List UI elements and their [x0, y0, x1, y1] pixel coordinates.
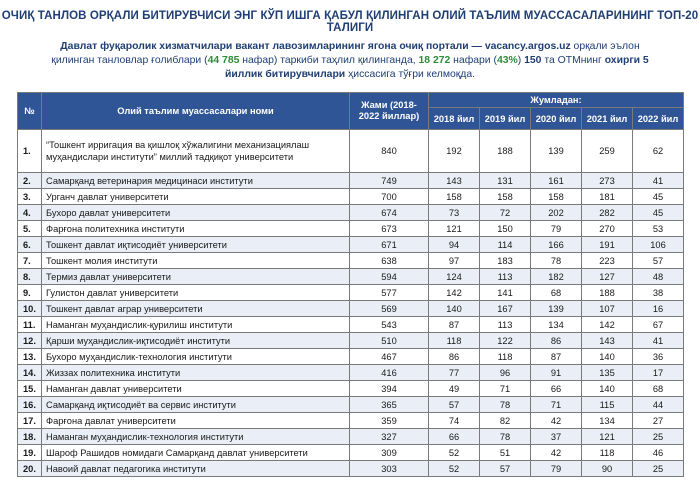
total-cell: 510: [350, 333, 429, 349]
year-2018-cell: 121: [429, 221, 480, 237]
year-2020-cell: 42: [531, 445, 582, 461]
page-title: ОЧИҚ ТАНЛОВ ОРҚАЛИ БИТИРУВЧИСИ ЭНГ КЎП ИШГА ҚАБУЛ ҚИЛИНГАН ОЛИЙ ТАЪЛИМ МУАССАСАЛАРИНИНГ ТОП-20 ТАЛИГИ: [1, 10, 699, 34]
year-2022-cell: 62: [633, 130, 684, 173]
year-2020-cell: 86: [531, 333, 582, 349]
university-name: Жиззах политехника институти: [42, 365, 350, 381]
year-2022-cell: 68: [633, 381, 684, 397]
year-2020-cell: 134: [531, 317, 582, 333]
table-row: [18, 130, 684, 173]
total-cell: 671: [350, 237, 429, 253]
header-name: Олий таълим муассасалари номи: [42, 93, 350, 130]
year-2021-cell: 118: [582, 445, 633, 461]
total-cell: 840: [350, 130, 429, 173]
year-2018-cell: 118: [429, 333, 480, 349]
graduates-count: 18 272: [418, 55, 451, 66]
year-2022-cell: 16: [633, 301, 684, 317]
year-2018-cell: 94: [429, 237, 480, 253]
university-name: Фарғона политехника институти: [42, 221, 350, 237]
total-cell: 416: [350, 365, 429, 381]
year-2022-cell: 38: [633, 285, 684, 301]
year-2019-cell: 113: [480, 317, 531, 333]
year-2020-cell: 166: [531, 237, 582, 253]
year-2020-cell: 79: [531, 221, 582, 237]
year-2018-cell: 52: [429, 445, 480, 461]
row-number: 12.: [18, 333, 42, 349]
year-2021-cell: 90: [582, 461, 633, 477]
total-cell: 394: [350, 381, 429, 397]
university-name: Наманган муҳандислик-технология институти: [42, 429, 350, 445]
table-row: [18, 253, 684, 269]
year-2022-cell: 53: [633, 221, 684, 237]
university-name: Самарқанд ветеринария медицинаси институти: [42, 173, 350, 189]
total-cell: 673: [350, 221, 429, 237]
year-2022-cell: 41: [633, 333, 684, 349]
year-2018-cell: 143: [429, 173, 480, 189]
year-2019-cell: 167: [480, 301, 531, 317]
year-2021-cell: 115: [582, 397, 633, 413]
total-cell: 749: [350, 173, 429, 189]
year-2020-cell: 161: [531, 173, 582, 189]
table-row: [18, 317, 684, 333]
row-number: 8.: [18, 269, 42, 285]
year-2019-cell: 78: [480, 429, 531, 445]
year-2019-cell: 78: [480, 397, 531, 413]
year-2022-cell: 57: [633, 253, 684, 269]
year-2020-cell: 42: [531, 413, 582, 429]
summary-text-3: нафар) таркиби таҳлил қилинганда,: [239, 55, 419, 66]
year-2022-cell: 67: [633, 317, 684, 333]
total-cell: 467: [350, 349, 429, 365]
year-2022-cell: 45: [633, 205, 684, 221]
year-2018-cell: 73: [429, 205, 480, 221]
year-2021-cell: 270: [582, 221, 633, 237]
table-row: [18, 285, 684, 301]
year-2020-cell: 37: [531, 429, 582, 445]
year-2021-cell: 282: [582, 205, 633, 221]
header-year-2020: 2020 йил: [531, 108, 582, 130]
year-2021-cell: 107: [582, 301, 633, 317]
table-row: [18, 333, 684, 349]
table-body: [18, 130, 684, 477]
summary-text-1: Давлат фуқаролик хизматчилари вакант лавозимларининг ягона очиқ портали —: [60, 41, 485, 52]
year-2021-cell: 259: [582, 130, 633, 173]
university-name: Термиз давлат университети: [42, 269, 350, 285]
total-cell: 303: [350, 461, 429, 477]
year-2018-cell: 87: [429, 317, 480, 333]
total-cell: 359: [350, 413, 429, 429]
table-row: [18, 237, 684, 253]
year-2021-cell: 127: [582, 269, 633, 285]
row-number: 16.: [18, 397, 42, 413]
year-2021-cell: 188: [582, 285, 633, 301]
year-2021-cell: 142: [582, 317, 633, 333]
year-2020-cell: 158: [531, 189, 582, 205]
portal-link[interactable]: vacancy.argos.uz: [484, 41, 571, 52]
row-number: 9.: [18, 285, 42, 301]
year-2018-cell: 74: [429, 413, 480, 429]
row-number: 11.: [18, 317, 42, 333]
year-2022-cell: 46: [633, 445, 684, 461]
year-2021-cell: 191: [582, 237, 633, 253]
table-row: [18, 445, 684, 461]
row-number: 19.: [18, 445, 42, 461]
year-2019-cell: 131: [480, 173, 531, 189]
total-cell: 577: [350, 285, 429, 301]
row-number: 7.: [18, 253, 42, 269]
year-2022-cell: 36: [633, 349, 684, 365]
year-2019-cell: 150: [480, 221, 531, 237]
year-2018-cell: 86: [429, 349, 480, 365]
year-2019-cell: 96: [480, 365, 531, 381]
year-2022-cell: 48: [633, 269, 684, 285]
table-row: [18, 397, 684, 413]
year-2021-cell: 121: [582, 429, 633, 445]
year-2019-cell: 57: [480, 461, 531, 477]
row-number: 14.: [18, 365, 42, 381]
year-2020-cell: 68: [531, 285, 582, 301]
total-cell: 674: [350, 205, 429, 221]
year-2018-cell: 192: [429, 130, 480, 173]
table-row: [18, 301, 684, 317]
header-year-2021: 2021 йил: [582, 108, 633, 130]
year-2020-cell: 66: [531, 381, 582, 397]
table-row: [18, 381, 684, 397]
header-year-2019: 2019 йил: [480, 108, 531, 130]
summary-text-5: ): [517, 55, 525, 66]
year-2018-cell: 77: [429, 365, 480, 381]
row-number: 3.: [18, 189, 42, 205]
year-2020-cell: 91: [531, 365, 582, 381]
table-header-row: [18, 93, 684, 108]
row-number: 10.: [18, 301, 42, 317]
year-2020-cell: 87: [531, 349, 582, 365]
total-cell: 543: [350, 317, 429, 333]
year-2022-cell: 45: [633, 189, 684, 205]
year-2021-cell: 135: [582, 365, 633, 381]
university-name: Гулистон давлат университети: [42, 285, 350, 301]
year-2020-cell: 202: [531, 205, 582, 221]
university-name: Бухоро муҳандислик-технология институти: [42, 349, 350, 365]
year-2020-cell: 78: [531, 253, 582, 269]
header-num: №: [18, 93, 42, 130]
year-2022-cell: 17: [633, 365, 684, 381]
year-2018-cell: 66: [429, 429, 480, 445]
year-2022-cell: 25: [633, 461, 684, 477]
year-2018-cell: 57: [429, 397, 480, 413]
table-row: [18, 413, 684, 429]
year-2019-cell: 72: [480, 205, 531, 221]
year-2019-cell: 188: [480, 130, 531, 173]
year-2019-cell: 141: [480, 285, 531, 301]
university-name: Бухоро давлат университети: [42, 205, 350, 221]
year-2019-cell: 158: [480, 189, 531, 205]
year-2021-cell: 223: [582, 253, 633, 269]
row-number: 5.: [18, 221, 42, 237]
total-cell: 365: [350, 397, 429, 413]
year-2019-cell: 114: [480, 237, 531, 253]
header-including: Жумладан:: [429, 93, 684, 108]
year-2021-cell: 134: [582, 413, 633, 429]
winners-count: 44 785: [207, 55, 240, 66]
total-cell: 594: [350, 269, 429, 285]
university-name: Тошкент давлат аграр университети: [42, 301, 350, 317]
summary-text-2: орқали эълон қилинган танловлар ғолиблари (: [51, 41, 640, 66]
university-name: “Тошкент ирригация ва қишлоқ хўжалигини механизациялаш муҳандислари институти” миллий тадқиқот университети: [42, 130, 350, 173]
university-name: Наманган муҳандислик-қурилиш институти: [42, 317, 350, 333]
summary-text-6: та ОТМнинг: [541, 55, 605, 66]
year-2022-cell: 44: [633, 397, 684, 413]
university-name: Қарши муҳандислик-иқтисодиёт институти: [42, 333, 350, 349]
row-number: 18.: [18, 429, 42, 445]
row-number: 20.: [18, 461, 42, 477]
year-2022-cell: 27: [633, 413, 684, 429]
university-name: Тошкент молия институти: [42, 253, 350, 269]
university-name: Тошкент давлат иқтисодиёт университети: [42, 237, 350, 253]
row-number: 17.: [18, 413, 42, 429]
table-row: [18, 365, 684, 381]
year-2022-cell: 41: [633, 173, 684, 189]
year-2022-cell: 106: [633, 237, 684, 253]
year-2020-cell: 182: [531, 269, 582, 285]
graduates-period: охирги 5 йиллик битирувчилари: [224, 55, 649, 80]
summary-text-4: нафари (: [450, 55, 497, 66]
year-2018-cell: 140: [429, 301, 480, 317]
university-name: Самарқанд иқтисодиёт ва сервис институти: [42, 397, 350, 413]
university-name: Урганч давлат университети: [42, 189, 350, 205]
year-2022-cell: 25: [633, 429, 684, 445]
total-cell: 700: [350, 189, 429, 205]
summary-text-7: ҳиссасига тўғри келмоқда.: [345, 69, 476, 80]
year-2019-cell: 113: [480, 269, 531, 285]
year-2021-cell: 181: [582, 189, 633, 205]
year-2018-cell: 124: [429, 269, 480, 285]
row-number: 1.: [18, 130, 42, 173]
table-row: [18, 189, 684, 205]
year-2020-cell: 139: [531, 301, 582, 317]
year-2018-cell: 52: [429, 461, 480, 477]
row-number: 4.: [18, 205, 42, 221]
year-2020-cell: 71: [531, 397, 582, 413]
row-number: 13.: [18, 349, 42, 365]
year-2020-cell: 79: [531, 461, 582, 477]
header-year-2022: 2022 йил: [633, 108, 684, 130]
table-row: [18, 461, 684, 477]
year-2018-cell: 49: [429, 381, 480, 397]
year-2019-cell: 122: [480, 333, 531, 349]
year-2021-cell: 273: [582, 173, 633, 189]
total-cell: 638: [350, 253, 429, 269]
year-2019-cell: 71: [480, 381, 531, 397]
year-2021-cell: 140: [582, 381, 633, 397]
total-cell: 569: [350, 301, 429, 317]
university-count: 150: [524, 55, 542, 66]
summary-paragraph: [40, 40, 660, 82]
year-2018-cell: 142: [429, 285, 480, 301]
header-year-2018: 2018 йил: [429, 108, 480, 130]
year-2019-cell: 118: [480, 349, 531, 365]
year-2019-cell: 82: [480, 413, 531, 429]
row-number: 6.: [18, 237, 42, 253]
total-cell: 327: [350, 429, 429, 445]
university-name: Фарғона давлат университети: [42, 413, 350, 429]
row-number: 2.: [18, 173, 42, 189]
year-2019-cell: 51: [480, 445, 531, 461]
table-row: [18, 173, 684, 189]
year-2018-cell: 158: [429, 189, 480, 205]
year-2020-cell: 139: [531, 130, 582, 173]
year-2021-cell: 140: [582, 349, 633, 365]
table-row: [18, 269, 684, 285]
top-universities-table: [17, 92, 684, 477]
year-2021-cell: 143: [582, 333, 633, 349]
header-total: Жами (2018-2022 йиллар): [350, 93, 429, 130]
table-row: [18, 205, 684, 221]
university-name: Шароф Рашидов номидаги Самарқанд давлат университети: [42, 445, 350, 461]
table-row: [18, 221, 684, 237]
graduates-percent: 43%: [496, 55, 518, 66]
year-2018-cell: 97: [429, 253, 480, 269]
total-cell: 309: [350, 445, 429, 461]
table-row: [18, 429, 684, 445]
university-name: Навоий давлат педагогика институти: [42, 461, 350, 477]
university-name: Наманган давлат университети: [42, 381, 350, 397]
year-2019-cell: 183: [480, 253, 531, 269]
table-row: [18, 349, 684, 365]
row-number: 15.: [18, 381, 42, 397]
